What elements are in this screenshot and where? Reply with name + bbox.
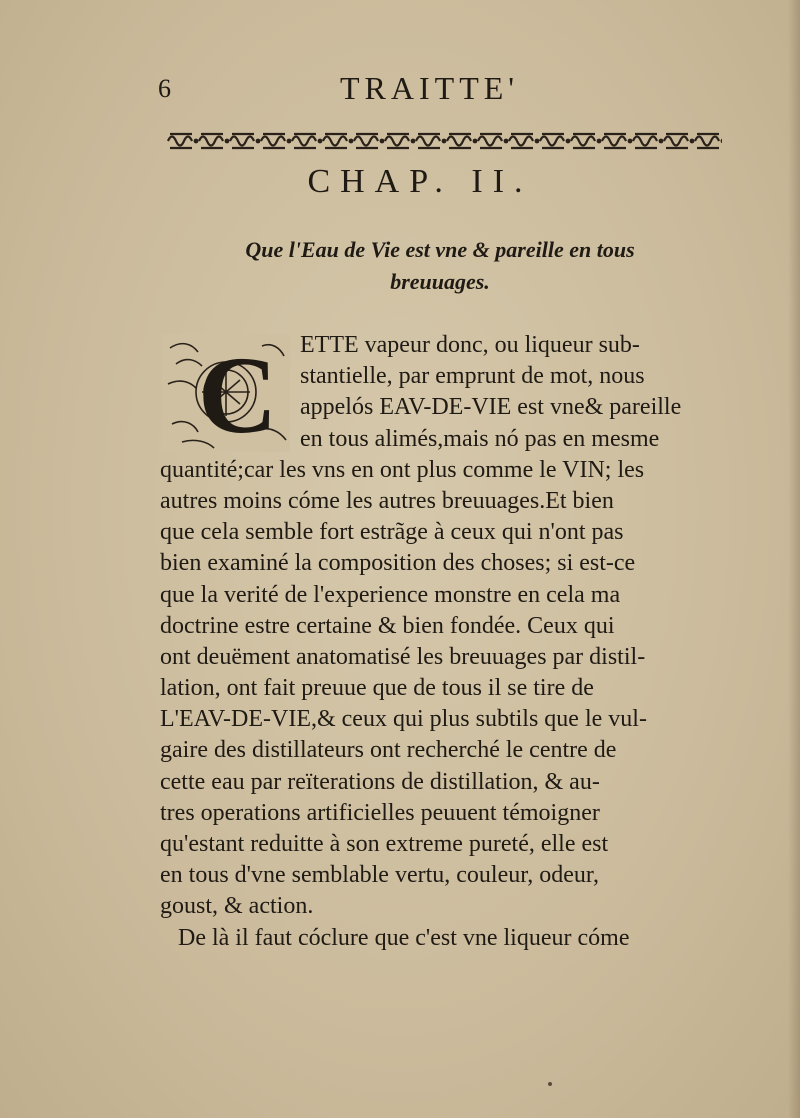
ink-speck	[548, 1082, 552, 1086]
text-line: qu'estant reduitte à son extreme pureté, elle est	[160, 831, 609, 857]
ornament-unit	[292, 134, 316, 148]
text-line: ont deuëment anatomatisé les breuuages par distil-	[160, 643, 646, 670]
ornament-dot	[256, 139, 261, 144]
page-number: 6	[158, 74, 171, 103]
ornament-unit	[199, 134, 223, 148]
text-line: en tous d'vne semblable vertu, couleur, odeur,	[160, 862, 599, 889]
text-line: que la verité de l'experience monstre en cela ma	[160, 581, 621, 608]
ornament-unit	[385, 134, 409, 148]
text-line: goust, & action.	[160, 893, 314, 920]
ornament-unit	[633, 134, 657, 148]
ornamental-band	[162, 128, 722, 154]
ornament-dot	[380, 139, 385, 144]
chapter-subtitle-line: breuuages.	[390, 269, 490, 294]
text-line: tres operations artificielles peuuent témoigner	[160, 799, 600, 826]
ornament-unit	[261, 134, 285, 148]
ornament-dot	[411, 139, 416, 144]
ornament-unit	[540, 134, 564, 148]
ornament-unit	[323, 134, 347, 148]
ornament-unit	[664, 134, 688, 148]
text-line: quantité;car les vns en ont plus comme le VIN; les	[160, 456, 645, 483]
text-line: en tous alimés,mais nó pas en mesme	[300, 425, 660, 452]
text-line: stantielle, par emprunt de mot, nous	[300, 363, 645, 390]
ornament-dot	[225, 139, 230, 144]
text-line: doctrine estre certaine & bien fondée. Ceux qui	[160, 612, 615, 639]
ornament-dot	[442, 139, 447, 144]
ornament-unit	[416, 134, 440, 148]
ornament-dot	[690, 139, 695, 144]
ornament-dot	[659, 139, 664, 144]
text-line: lation, ont fait preuue que de tous il se tire de	[160, 675, 594, 702]
text-line: ETTE vapeur donc, ou liqueur sub-	[300, 332, 640, 358]
text-line: appelós EAV-DE-VIE est vne& pareille	[300, 394, 682, 421]
chapter-subtitle	[180, 234, 700, 298]
ornament-dot	[566, 139, 571, 144]
ornament-dot	[535, 139, 540, 144]
ornament-dot	[628, 139, 633, 144]
ornament-dot	[318, 139, 323, 144]
chapter-heading: CHAP. II.	[307, 163, 533, 200]
text-line: De là il faut cóclure que c'est vne liqueur cóme	[178, 924, 630, 951]
initial-letter: C	[198, 334, 278, 452]
ornament-unit	[571, 134, 595, 148]
ornament-unit	[478, 134, 502, 148]
ornament-dot	[721, 139, 722, 144]
ornament-dot	[349, 139, 354, 144]
text-line: que cela semble fort estrãge à ceux qui n'ont pas	[160, 519, 624, 546]
ornament-unit	[509, 134, 533, 148]
ornament-unit	[447, 134, 471, 148]
chapter-subtitle-line: Que l'Eau de Vie est vne & pareille en tous	[245, 237, 635, 262]
running-title: TRAITTE'	[340, 70, 520, 106]
ornament-unit	[230, 134, 254, 148]
ornament-dot	[194, 139, 199, 144]
text-line: gaire des distillateurs ont recherché le centre de	[160, 737, 617, 764]
text-line: autres moins cóme les autres breuuages.Et bien	[160, 487, 614, 514]
ornament-unit	[695, 134, 719, 148]
body-text	[160, 330, 720, 954]
ornament-dot	[597, 139, 602, 144]
running-head	[0, 70, 800, 110]
text-line: bien examiné la composition des choses; si est-ce	[160, 550, 636, 577]
ornament-dot	[504, 139, 509, 144]
ornament-unit	[168, 134, 192, 148]
ornament-dot	[287, 139, 292, 144]
ornament-unit	[354, 134, 378, 148]
text-line: L'EAV-DE-VIE,& ceux qui plus subtils que le vul-	[160, 706, 647, 733]
ornament-dot	[473, 139, 478, 144]
text-line: cette eau par reïterations de distillation, & au-	[160, 768, 600, 795]
ornament-unit	[602, 134, 626, 148]
